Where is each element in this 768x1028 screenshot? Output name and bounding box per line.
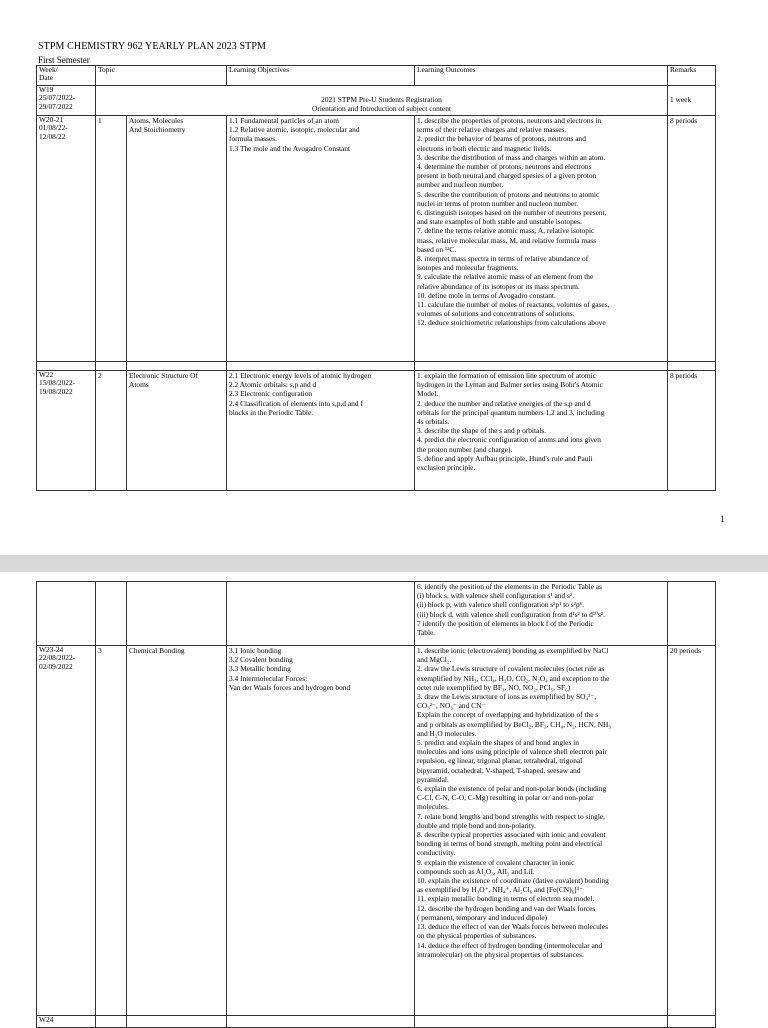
text-line: 9. calculate the relative atomic mass of an element from the	[417, 272, 594, 282]
text-line: 8. interpret mass spectra in terms of relative abundance of	[417, 254, 589, 264]
text-line: C-Cl, C-N, C-O, C-Mg) resulting in polar or/ and non-polar	[417, 793, 594, 803]
text-line: 3.4 Intermolecular Forces:	[229, 673, 308, 683]
text-line: molecules.	[417, 802, 449, 812]
text-line: 22/08/2022-	[39, 653, 76, 663]
text-line: 3. describe the distribution of mass and charges within an atom.	[417, 152, 606, 162]
text-line: formula masses.	[229, 134, 278, 144]
text-line: 2. draw the Lewis structure of covalent molecules (octet rule as	[417, 664, 605, 674]
text-line: 2.1 Electronic energy levels of atomic hydrogen	[229, 371, 372, 380]
week-cell	[37, 1016, 96, 1028]
text-line: And Stoichiometry	[129, 125, 186, 135]
text-line: and p orbitals as exemplified by BeCl₂, BF₃, CH₄, N₂, HCN, NH₃	[417, 719, 611, 729]
learning-outcomes	[415, 646, 668, 1016]
learning-objectives	[227, 371, 415, 491]
page-2	[0, 572, 768, 1024]
text-line: Atoms, Molecules	[129, 116, 184, 125]
page-number: 1	[720, 514, 725, 524]
text-line: 02/09/2022	[39, 661, 73, 671]
text-line: Atoms	[129, 380, 149, 390]
text-line: mass, relative molecular mass, M, and relative formula mass	[417, 235, 597, 245]
text-line: 4. predict the electronic configuration of atoms and ions given	[417, 435, 601, 445]
document-subtitle: First Semester	[38, 55, 90, 65]
topic-row-3	[37, 646, 716, 1016]
header-week	[37, 66, 96, 86]
text-line: Table.	[417, 628, 436, 638]
remarks-cell: 8 periods	[668, 371, 716, 491]
text-line: molecules and ions using principle of valence shell electron pair	[417, 747, 607, 757]
text-line: 12/08/22	[39, 131, 66, 141]
text-line: the proton number (and charge).	[417, 444, 513, 454]
text-line: (iii) block d, with valence shell configuration from d¹s² to d¹⁰s².	[417, 609, 605, 619]
text-line: 25/07/2022-	[39, 93, 76, 103]
text-line: 9. explain the existence of covalent character in ionic	[417, 857, 575, 867]
text-line: (ii) block p, with valence shell configuration s²p¹ to s²p⁶.	[417, 600, 585, 610]
spacer-row	[37, 362, 716, 371]
text-line: 19/08/2022	[39, 386, 73, 396]
text-line: 01/08/22-	[39, 123, 68, 133]
registration-text: 2021 STPM Pre-U Students Registration	[321, 95, 442, 104]
text-line: and H₂O molecules.	[417, 728, 477, 738]
text-line: 1. describe ionic (electrovalent) bonding as exemplified by NaCl	[417, 646, 609, 655]
header-outcomes: Learning Outcomes	[415, 66, 668, 86]
text-line: 15/08/2022-	[39, 378, 76, 388]
text-line: and MgCl₂.	[417, 655, 452, 665]
text-line: Chemical Bonding	[129, 646, 185, 655]
text-line: on the physical properties of substances.	[417, 931, 537, 941]
text-line: number and nucleon number.	[417, 180, 504, 190]
text-line: 5. define and apply Aufbau principle, Hund's rule and Pauli	[417, 453, 593, 463]
yearly-plan-table-continued	[36, 581, 716, 1028]
text-line: 10. explain the existence of coordinate (dative covalent) bonding	[417, 876, 609, 886]
learning-outcomes	[415, 116, 668, 362]
learning-outcomes	[415, 582, 668, 646]
text-line: Model.	[417, 389, 439, 399]
registration-cell	[96, 86, 668, 116]
topic-number: 2	[96, 371, 127, 491]
text-line: W20-21	[39, 115, 64, 124]
topic-row-2	[37, 371, 716, 491]
text-line: 7. relate bond lengths and bond strengths with respect to single,	[417, 811, 606, 821]
topic-name	[127, 371, 227, 491]
text-line: 29/07/2022	[39, 101, 73, 111]
text-line: nuclei in terms of proton number and nucleon number.	[417, 198, 579, 208]
text-line: double and triple bond and non-polarity.	[417, 820, 536, 830]
text-line: 2. deduce the number and relative energies of the s,p and d	[417, 398, 591, 408]
topic-number: 1	[96, 116, 127, 362]
text-line: repulsion, eg linear, trigonal planar, tetrahedral, trigonal	[417, 756, 583, 766]
orientation-text: Orientation and Introduction of subject content	[312, 104, 451, 114]
text-line: 1.2 Relative atomic, isotopic, molecular and	[229, 125, 360, 135]
text-line: pyramidal.	[417, 774, 449, 784]
registration-row	[37, 86, 716, 116]
text-line: as exemplified by H₃O⁺, NH₄⁺, Al₂Cl₆ and [Fe(CN)₆]³⁻	[417, 885, 583, 895]
text-line: 4. determine the number of protons, neutrons and electrons	[417, 162, 592, 172]
header-remarks: Remarks	[668, 66, 716, 86]
text-line: 8. describe typical properties associated with ionic and covalent	[417, 830, 606, 840]
remarks-cell: 1 week	[668, 86, 716, 116]
text-line: isotopes and molecular fragments.	[417, 263, 519, 273]
text-line: 3.2 Covalent bonding	[229, 655, 293, 665]
text-line: W24	[39, 1015, 54, 1024]
text-line: ( permanent, temporary and induced dipole)	[417, 912, 548, 922]
text-line: Electronic Structure Of	[129, 371, 198, 380]
text-line: exemplified by NH₃, CCl₄, H₂O, CO₂, N₂O₄ and exception to the	[417, 673, 610, 683]
text-line: bonding in terms of bond strength, melting point and electrical	[417, 839, 603, 849]
header-topic: Topic	[96, 66, 227, 86]
document-title: STPM CHEMISTRY 962 YEARLY PLAN 2023 STPM	[38, 41, 267, 52]
text-line: 12. deduce stoichiometric relationships from calculations above	[417, 318, 606, 328]
text-line: W23-24	[39, 645, 64, 654]
text-line: based on ¹²C.	[417, 244, 457, 254]
text-line: 7 identify the position of elements in block f of the Periodic	[417, 618, 594, 628]
text-line: 4s orbitals.	[417, 417, 450, 427]
text-line: 10. define mole in terms of Avogadro constant.	[417, 290, 556, 300]
header-objectives: Learning Objectives	[227, 66, 415, 86]
text-line: 1.1 Fundamental particles of an atom	[229, 116, 340, 125]
text-line: compounds such as Al₂O₃, AlI₃ and LiI.	[417, 866, 535, 876]
text-line: electrons in both electric and magnetic fields.	[417, 143, 552, 153]
topic-row-1	[37, 116, 716, 362]
text-line: 13. deduce the effect of van der Waals forces between molecules	[417, 922, 608, 932]
text-line: 2. predict the behavior of beams of protons, neutrons and	[417, 134, 586, 144]
text-line: W19	[39, 85, 54, 94]
remarks-cell: 8 periods	[668, 116, 716, 362]
text-line: 5. describe the contribution of protons and neutrons to atomic	[417, 189, 600, 199]
text-line: CO₃²⁻, NO₃⁻ and CN⁻	[417, 701, 486, 711]
topic-number: 3	[96, 646, 127, 1016]
text-line: 5. predict and explain the shapes of and bond angles in	[417, 738, 579, 748]
text-line: 1. explain the formation of emission line spectrum of atomic	[417, 371, 596, 380]
text-line: W22	[39, 370, 54, 379]
text-line: hydrogen in the Lyman and Balmer series using Bohr's Atomic	[417, 380, 603, 390]
text-line: 14. deduce the effect of hydrogen bonding (intermolecular and	[417, 940, 603, 950]
text-line: and state examples of both stable and unstable isotopes.	[417, 217, 582, 227]
text-line: 3.3 Metallic bonding	[229, 664, 291, 674]
text-line: Van der Waals forces and hydrogen bond	[229, 682, 351, 692]
text-line: relative abundance of its isotopes or its mass spectrum.	[417, 281, 580, 291]
text-line: intramolecular) on the physical properties of substances.	[417, 949, 584, 959]
text-line: 11. explain metallic bonding in terms of electron sea model.	[417, 894, 595, 904]
text-line: 1.3 The mole and the Avogadro Constant	[229, 143, 351, 153]
topic-name	[127, 646, 227, 1016]
text-line: present in both neutral and charged spesies of a given proton	[417, 171, 597, 181]
text-line: 1. describe the properties of protons, neutrons and electrons in	[417, 116, 602, 125]
yearly-plan-table	[36, 65, 716, 491]
week-cell	[37, 371, 96, 491]
text-line: 11. calculate the number of moles of reactants, volumes of gases,	[417, 300, 610, 310]
topic-row-4	[37, 1016, 716, 1028]
learning-objectives	[227, 116, 415, 362]
remarks-cell: 20 periods	[668, 646, 716, 1016]
text-line: 12. describe the hydrogen bonding and van der Waals forces	[417, 903, 596, 913]
week-cell	[37, 646, 96, 1016]
header-row	[37, 66, 716, 86]
text-line: Date	[39, 73, 53, 83]
text-line: 3.1 Ionic bonding	[229, 646, 282, 655]
text-line: bipyramid, octahedral, V-shaped, T-shaped, seesaw and	[417, 765, 581, 775]
learning-objectives	[227, 646, 415, 1016]
week-cell	[37, 116, 96, 362]
text-line: terms of their relative charges and relative masses.	[417, 125, 567, 135]
text-line: exclusion principle.	[417, 463, 476, 473]
text-line: orbitals for the principal quantum numbers 1,2 and 3, including	[417, 407, 605, 417]
topic-name	[127, 116, 227, 362]
topic-row-2-continued	[37, 582, 716, 646]
text-line: conductivity.	[417, 848, 456, 858]
text-line: volumes of solutions and concentrations of solutions.	[417, 309, 575, 319]
text-line: Week/	[39, 65, 58, 74]
text-line: 2.3 Electronic configuration	[229, 389, 313, 399]
text-line: 2.4 Classification of elements into s,p,d and f	[229, 398, 363, 408]
text-line: 3. describe the shape of the s and p orbitals.	[417, 426, 547, 436]
text-line: 6. distinguish isotopes based on the number of neutrons present,	[417, 208, 607, 218]
text-line: 7. define the terms relative atomic mass, A, relative isotopic	[417, 226, 595, 236]
text-line: 6. identify the position of the elements in the Periodic Table as	[417, 582, 602, 591]
text-line: 6. explain the existence of polar and non-polar bonds (including	[417, 784, 607, 794]
text-line: Explain the concept of overlapping and hybridization of the s	[417, 710, 599, 720]
text-line: blocks in the Periodic Table.	[229, 407, 314, 417]
learning-outcomes	[415, 371, 668, 491]
text-line: octet rule exemplified by BF₃, NO, NO₂, PCl₅, SF₆)	[417, 682, 571, 692]
week-cell	[37, 86, 96, 116]
text-line: 3. draw the Lewis structure of ions as exemplified by SO₄²⁻,	[417, 692, 597, 702]
page-gap	[0, 555, 768, 572]
text-line: (i) block s, with valence shell configuration s¹ and s².	[417, 591, 574, 601]
text-line: 2.2 Atomic orbitals: s,p and d	[229, 380, 317, 390]
